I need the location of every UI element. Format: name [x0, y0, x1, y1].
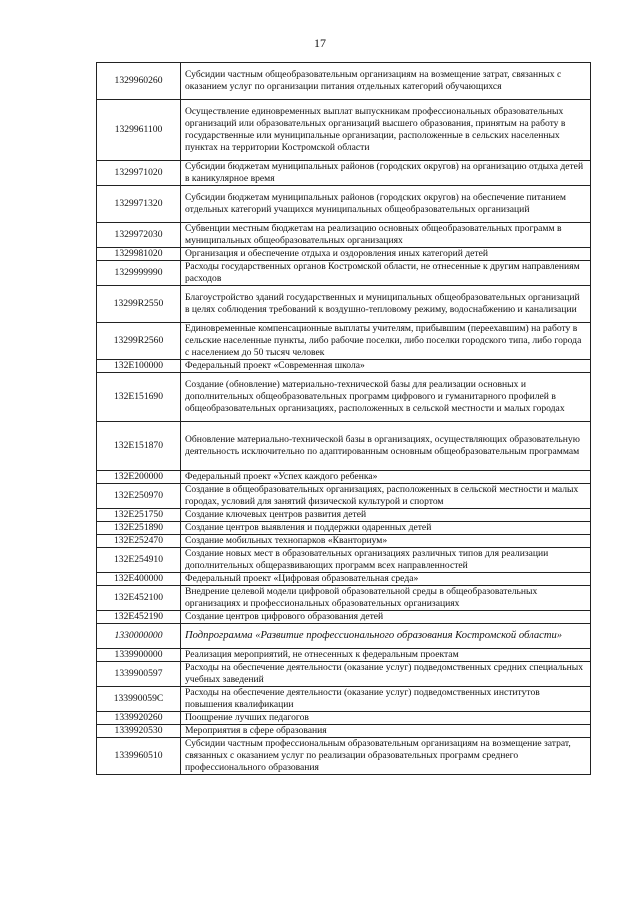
- table-body: [97, 63, 591, 775]
- expense-description-cell: Создание мобильных технопарков «Кванториум»: [181, 535, 591, 548]
- expense-code-cell: 1329981020: [97, 248, 181, 261]
- expense-description-cell: Субсидии бюджетам муниципальных районов (городских округов) на обеспечение питанием отдельных категорий учащихся муниципальных общеобразовательных организаций: [181, 186, 591, 223]
- table-row: [97, 484, 591, 509]
- expense-code-cell: 1339900597: [97, 662, 181, 687]
- table-row: [97, 624, 591, 649]
- expense-code-cell: 1329961100: [97, 100, 181, 161]
- expense-description-cell: Создание новых мест в образовательных организациях различных типов для реализации дополнительных общеразвивающих программ всех направленностей: [181, 548, 591, 573]
- table-row: [97, 248, 591, 261]
- table-row: [97, 662, 591, 687]
- table-row: [97, 471, 591, 484]
- expense-description-cell: Субсидии бюджетам муниципальных районов (городских округов) на организацию отдыха детей в каникулярное время: [181, 161, 591, 186]
- expense-code-cell: 1339900000: [97, 649, 181, 662]
- expense-description-cell: Создание ключевых центров развития детей: [181, 509, 591, 522]
- table-row: [97, 373, 591, 422]
- expense-code-cell: 1339920260: [97, 712, 181, 725]
- table-row: [97, 323, 591, 360]
- table-row: [97, 535, 591, 548]
- expense-code-cell: 1329999990: [97, 261, 181, 286]
- table-row: [97, 100, 591, 161]
- table-row: [97, 63, 591, 100]
- table-row: [97, 186, 591, 223]
- expense-description-cell: Реализация мероприятий, не отнесенных к федеральным проектам: [181, 649, 591, 662]
- table-row: [97, 161, 591, 186]
- expense-code-cell: 132E400000: [97, 573, 181, 586]
- table-row: [97, 687, 591, 712]
- expense-description-cell: Внедрение целевой модели цифровой образовательной среды в общеобразовательных организациях и профессиональных образовательных организациях: [181, 586, 591, 611]
- expense-description-cell: Федеральный проект «Современная школа»: [181, 360, 591, 373]
- table-row: [97, 509, 591, 522]
- expense-description-cell: Создание (обновление) материально-технической базы для реализации основных и дополнительных общеобразовательных программ цифрового и гуманитарного профилей в общеобразовательных организациях, расположенных в сельской местности и малых городах: [181, 373, 591, 422]
- expense-description-cell: Организация и обеспечение отдыха и оздоровления иных категорий детей: [181, 248, 591, 261]
- expense-code-cell: 132E151870: [97, 422, 181, 471]
- table-row: [97, 286, 591, 323]
- expense-code-cell: 1330000000: [97, 624, 181, 649]
- table-row: [97, 422, 591, 471]
- expense-code-cell: 132E452100: [97, 586, 181, 611]
- expense-description-cell: Субсидии частным профессиональным образовательным организациям на возмещение затрат, связанных с оказанием услуг по реализации образовательных программ среднего профессионального образования: [181, 738, 591, 775]
- expense-description-cell: Расходы на обеспечение деятельности (оказание услуг) подведомственных средних специальных учебных заведений: [181, 662, 591, 687]
- expense-description-cell: Создание в общеобразовательных организациях, расположенных в сельской местности и малых городах, условий для занятий физической культурой и спортом: [181, 484, 591, 509]
- expense-description-cell: Расходы на обеспечение деятельности (оказание услуг) подведомственных институтов повышения квалификации: [181, 687, 591, 712]
- expense-code-cell: 132E151690: [97, 373, 181, 422]
- budget-classification-table: [96, 62, 591, 775]
- table-row: [97, 649, 591, 662]
- expense-code-cell: 1329971320: [97, 186, 181, 223]
- page-number: 17: [314, 36, 326, 50]
- expense-description-cell: Расходы государственных органов Костромской области, не отнесенные к другим направлениям расходов: [181, 261, 591, 286]
- expense-description-cell: Создание центров выявления и поддержки одаренных детей: [181, 522, 591, 535]
- expense-code-cell: 13299R2550: [97, 286, 181, 323]
- table-row: [97, 725, 591, 738]
- expense-code-cell: 132E254910: [97, 548, 181, 573]
- expense-code-cell: 132E250970: [97, 484, 181, 509]
- expense-code-cell: 13299R2560: [97, 323, 181, 360]
- expense-description-cell: Благоустройство зданий государственных и муниципальных общеобразовательных организаций в целях соблюдения требований к воздушно-тепловому режиму, водоснабжению и канализации: [181, 286, 591, 323]
- expense-code-cell: 132E452190: [97, 611, 181, 624]
- table-row: [97, 712, 591, 725]
- table-row: [97, 548, 591, 573]
- table-row: [97, 611, 591, 624]
- expense-code-cell: 132E252470: [97, 535, 181, 548]
- expense-code-cell: 1329960260: [97, 63, 181, 100]
- expense-description-cell: Обновление материально-технической базы в организациях, осуществляющих образовательную деятельность исключительно по адаптированным основным общеобразовательным программам: [181, 422, 591, 471]
- table-row: [97, 573, 591, 586]
- expense-code-cell: 1339920530: [97, 725, 181, 738]
- table-row: [97, 522, 591, 535]
- expense-code-cell: 1329972030: [97, 223, 181, 248]
- expense-code-cell: 132E251750: [97, 509, 181, 522]
- table-row: [97, 261, 591, 286]
- expense-description-cell: Поощрение лучших педагогов: [181, 712, 591, 725]
- expense-description-cell: Субвенции местным бюджетам на реализацию основных общеобразовательных программ в муниципальных общеобразовательных организациях: [181, 223, 591, 248]
- expense-code-cell: 1329971020: [97, 161, 181, 186]
- expense-description-cell: Субсидии частным общеобразовательным организациям на возмещение затрат, связанных с оказанием услуг по организации питания отдельных категорий обучающихся: [181, 63, 591, 100]
- expense-description-cell: Федеральный проект «Цифровая образовательная среда»: [181, 573, 591, 586]
- expense-code-cell: 132E251890: [97, 522, 181, 535]
- expense-description-cell: Подпрограмма «Развитие профессионального образования Костромской области»: [181, 624, 591, 649]
- expense-description-cell: Осуществление единовременных выплат выпускникам профессиональных образовательных организаций или образовательных организаций высшего образования, принятым на работу в государственные или муниципальные организации, расположенные в сельских населенных пунктах на территории Костромской области: [181, 100, 591, 161]
- expense-code-cell: 132E200000: [97, 471, 181, 484]
- expense-description-cell: Федеральный проект «Успех каждого ребенка»: [181, 471, 591, 484]
- expense-code-cell: 133990059C: [97, 687, 181, 712]
- table-row: [97, 738, 591, 775]
- table-row: [97, 360, 591, 373]
- expense-code-cell: 132E100000: [97, 360, 181, 373]
- expense-description-cell: Создание центров цифрового образования детей: [181, 611, 591, 624]
- expense-description-cell: Единовременные компенсационные выплаты учителям, прибывшим (переехавшим) на работу в сельские населенные пункты, либо рабочие поселки, либо поселки городского типа, либо города с населением до 50 тысяч человек: [181, 323, 591, 360]
- table-row: [97, 223, 591, 248]
- expense-code-cell: 1339960510: [97, 738, 181, 775]
- table-row: [97, 586, 591, 611]
- expense-description-cell: Мероприятия в сфере образования: [181, 725, 591, 738]
